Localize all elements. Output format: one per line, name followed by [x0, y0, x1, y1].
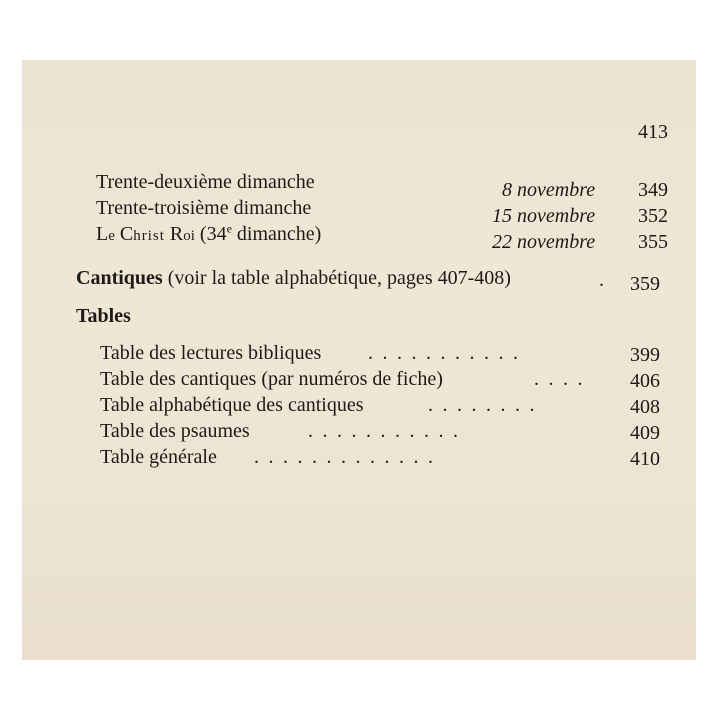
leader-dots: ........ [428, 394, 544, 416]
toc-entry-title: Table des cantiques (par numéros de fiche) [100, 368, 443, 390]
page-number: 413 [638, 121, 668, 143]
book-page [22, 60, 696, 660]
toc-entry-page: 352 [638, 205, 668, 227]
toc-entry-page: 409 [630, 422, 660, 444]
toc-entry-title: Trente-troisième dimanche [96, 197, 312, 219]
toc-entry-title: Table générale [100, 446, 217, 468]
toc-entry-date: 15 novembre [492, 205, 596, 227]
toc-entry-page: 408 [630, 396, 660, 418]
leader-dots: .... [534, 368, 592, 390]
title-rest: (34 [199, 223, 227, 245]
toc-entry-date: 22 novembre [492, 231, 596, 253]
toc-entry-page: 355 [638, 231, 668, 253]
leader-dots: . [599, 269, 614, 291]
cantiques-entry [76, 267, 511, 289]
title-sc-part: oi [183, 228, 195, 244]
toc-entry-page: 410 [630, 448, 660, 470]
toc-entry-page: 399 [630, 344, 660, 366]
toc-entry-page: 406 [630, 370, 660, 392]
toc-entry-page: 359 [630, 273, 660, 295]
title-sc-part: e [108, 228, 115, 244]
toc-entry-title: Table des psaumes [100, 420, 250, 442]
section-heading: Tables [76, 305, 131, 327]
cantiques-note: (voir la table alphabétique, pages 407-408) [167, 267, 511, 289]
title-sc-part: R [169, 223, 184, 245]
toc-entry-page: 349 [638, 179, 668, 201]
title-rest: dimanche) [231, 223, 322, 245]
title-sc-part: hrist [133, 228, 165, 244]
title-sc-part: C [119, 223, 134, 245]
toc-entry-title [96, 223, 321, 247]
toc-entry-title: Table alphabétique des cantiques [100, 394, 364, 416]
superscript: e [226, 221, 232, 236]
title-sc-part: L [96, 223, 109, 245]
toc-entry-date: 8 novembre [502, 179, 596, 201]
toc-entry-title: Trente-deuxième dimanche [96, 171, 315, 193]
cantiques-label: Cantiques [76, 267, 163, 289]
toc-entry-title: Table des lectures bibliques [100, 342, 322, 364]
leader-dots: ........... [308, 420, 468, 442]
leader-dots: ........... [368, 342, 528, 364]
leader-dots: ............. [254, 446, 443, 468]
